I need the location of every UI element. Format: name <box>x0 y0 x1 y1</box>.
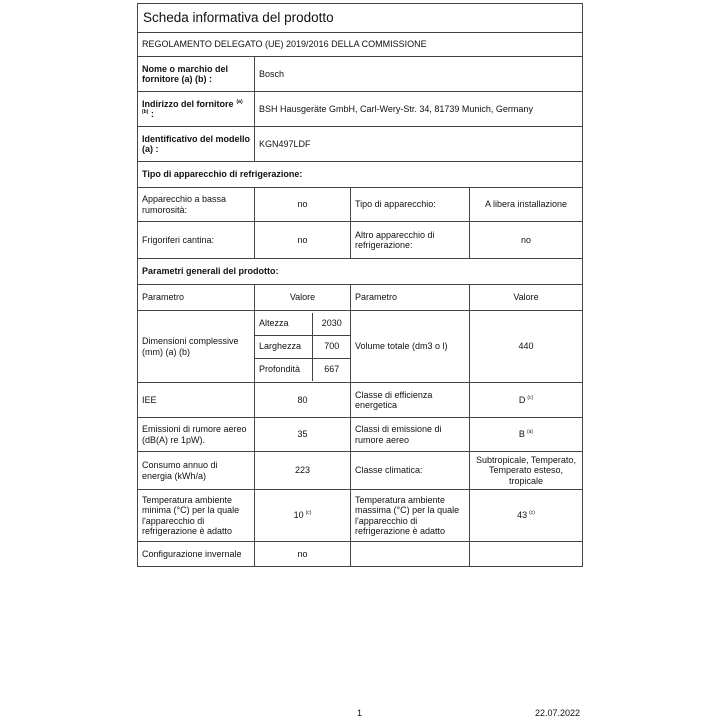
energy-class-value: D <box>518 394 526 405</box>
supplier-address-label-text: Indirizzo del fornitore <box>142 98 234 109</box>
low-noise-label: Apparecchio a bassa rumorosità: <box>138 188 255 222</box>
low-noise-value: no <box>255 188 351 222</box>
other-appliance-value: no <box>470 222 583 259</box>
max-temp-sup: (c) <box>529 510 535 517</box>
total-volume-value: 440 <box>470 311 583 383</box>
min-temp-value: 10 <box>293 510 304 521</box>
appliance-type-value: A libera installazione <box>470 188 583 222</box>
max-temp-value-cell <box>470 490 583 542</box>
sheet-title: Scheda informativa del prodotto <box>138 4 583 33</box>
depth-label: Profondità <box>259 364 301 375</box>
footer-date: 22.07.2022 <box>535 708 581 718</box>
noise-class-value: B <box>518 429 525 440</box>
max-temp-label: Temperatura ambiente massima (°C) per la quale l'apparecchio di refrigerazione è adatto <box>351 490 470 542</box>
width-value: 700 <box>312 335 351 358</box>
max-temp-value: 43 <box>517 510 528 521</box>
appliance-type-label: Tipo di apparecchio: <box>351 188 470 222</box>
page-number: 1 <box>357 708 363 718</box>
min-temp-value-cell <box>255 490 351 542</box>
supplier-address-value: BSH Hausgeräte GmbH, Carl-Wery-Str. 34, 81739 Munich, Germany <box>255 92 583 127</box>
climate-class-label: Classe climatica: <box>351 452 470 490</box>
product-information-sheet <box>137 3 582 567</box>
noise-class-sup: (a) <box>526 429 534 436</box>
min-temp-sup: (c) <box>305 510 312 517</box>
supplier-address-label-tail: : <box>150 109 154 119</box>
wine-storage-value: no <box>255 222 351 259</box>
dimensions-subtable <box>255 313 351 381</box>
width-label: Larghezza <box>255 335 312 358</box>
model-identifier-label: Identificativo del modello (a) : <box>138 127 255 162</box>
empty-cell-1 <box>351 542 470 567</box>
energy-class-label: Classe di efficienza energetica <box>351 383 470 418</box>
type-section-heading: Tipo di apparecchio di refrigerazione: <box>138 162 583 188</box>
supplier-address-label <box>138 92 255 127</box>
wine-storage-label: Frigoriferi cantina: <box>138 222 255 259</box>
supplier-name-value: Bosch <box>255 57 583 92</box>
energy-consumption-label: Consumo annuo di energia (kWh/a) <box>138 452 255 490</box>
model-identifier-value: KGN497LDF <box>255 127 583 162</box>
dimensions-label: Dimensioni complessive (mm) (a) (b) <box>138 311 255 383</box>
col-header-param-2: Parametro <box>351 285 470 311</box>
col-header-value-2: Valore <box>470 285 583 311</box>
noise-emission-value: 35 <box>255 418 351 452</box>
supplier-name-label: Nome o marchio del fornitore (a) (b) : <box>138 57 255 92</box>
energy-class-value-cell <box>470 383 583 418</box>
dimensions-subtable-cell <box>255 311 351 383</box>
energy-consumption-value: 223 <box>255 452 351 490</box>
col-header-param: Parametro <box>138 285 255 311</box>
product-info-table <box>137 3 583 567</box>
iee-value: 80 <box>255 383 351 418</box>
supplier-address-label-sup: (a) (b) <box>142 98 243 115</box>
winter-setting-value: no <box>255 542 351 567</box>
total-volume-label: Volume totale (dm3 o l) <box>351 311 470 383</box>
noise-class-label: Classi di emissione di rumore aereo <box>351 418 470 452</box>
empty-cell-2 <box>470 542 583 567</box>
noise-class-value-cell <box>470 418 583 452</box>
min-temp-label: Temperatura ambiente minima (°C) per la quale l'apparecchio di refrigerazione è adatto <box>138 490 255 542</box>
col-header-value: Valore <box>255 285 351 311</box>
other-appliance-label: Altro apparecchio di refrigerazione: <box>351 222 470 259</box>
height-label: Altezza <box>255 313 312 336</box>
depth-value: 667 <box>312 358 351 381</box>
params-section-heading: Parametri generali del prodotto: <box>138 259 583 285</box>
regulation-reference: REGOLAMENTO DELEGATO (UE) 2019/2016 DELLA COMMISSIONE <box>138 33 583 57</box>
height-value: 2030 <box>312 313 351 336</box>
noise-emission-label: Emissioni di rumore aereo (dB(A) re 1pW). <box>138 418 255 452</box>
winter-setting-label: Configurazione invernale <box>138 542 255 567</box>
energy-class-sup: (c) <box>527 394 534 401</box>
iee-label: IEE <box>138 383 255 418</box>
climate-class-value: Subtropicale, Temperato, Temperato esteso, tropicale <box>470 452 583 490</box>
